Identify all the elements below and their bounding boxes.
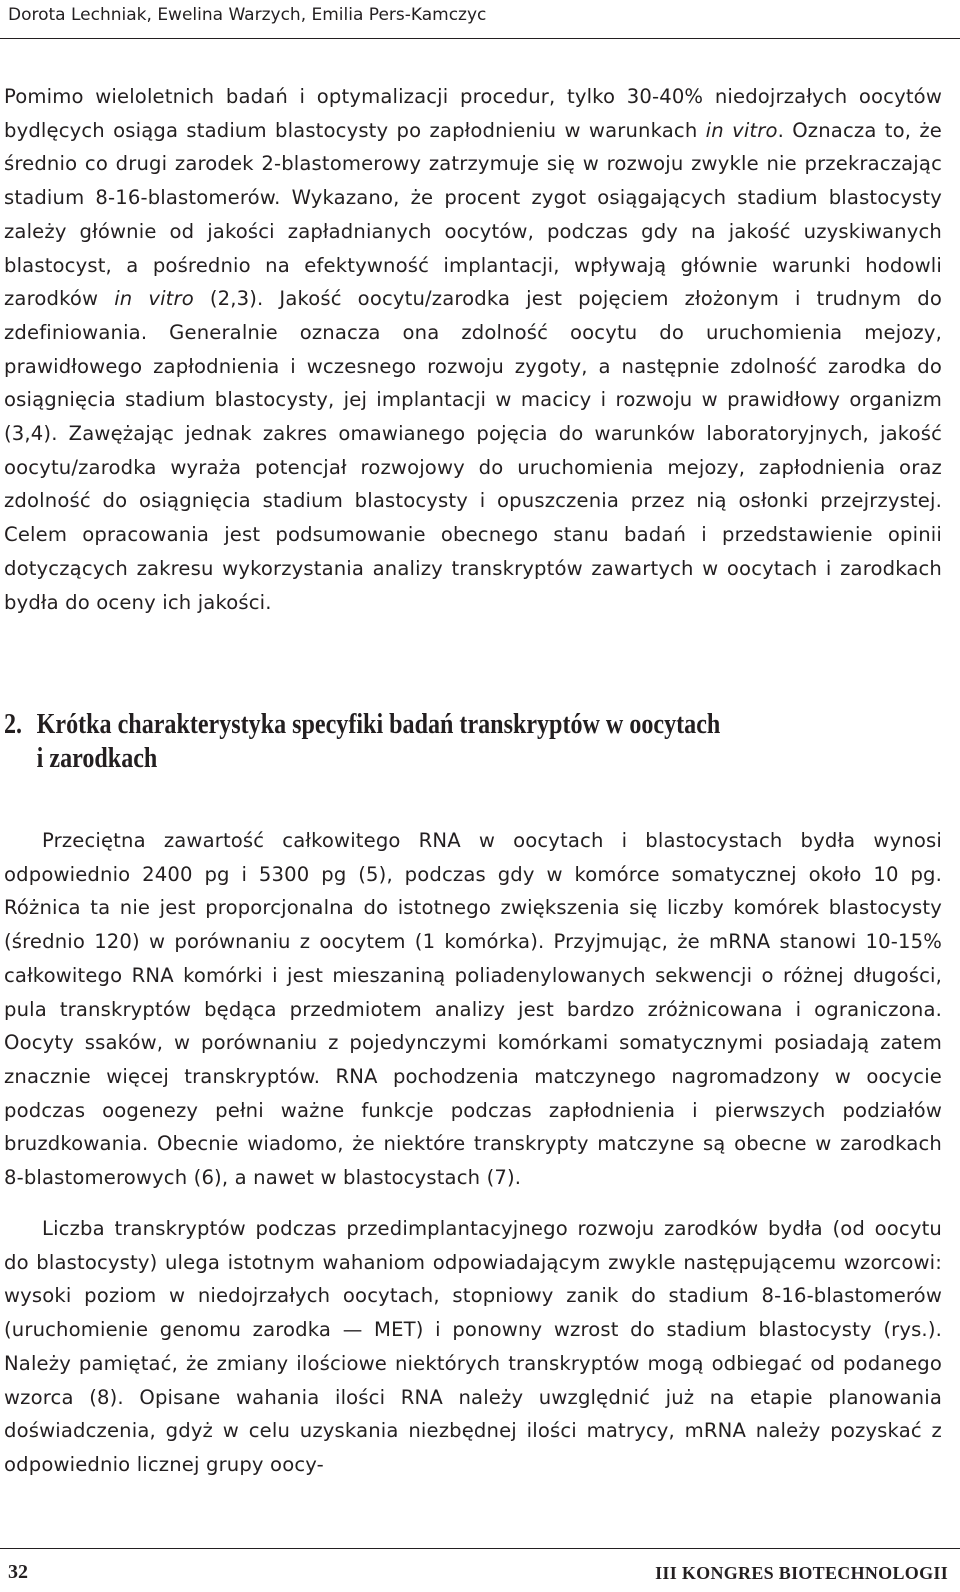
- page-number: 32: [8, 1561, 28, 1583]
- section-title-line2: i zarodkach: [36, 743, 158, 774]
- footer-rule: [0, 1548, 960, 1549]
- header-rule: [0, 38, 960, 39]
- paragraph-text: . Oznacza to, że średnio co drugi zarodek 2-blastomerowy zatrzymuje się w rozwoju zwykle nie przekraczając stadium 8-16-blastomerów. Wykazano, że procent zygot osiągających stadium blastocysty zależy głównie od jakości zapładnianych oocytów, podczas gdy na jakość uzyskiwanych blastocyst, a pośrednio na efektywność implantacji, wpływają głównie warunki hodowli zarodków: [4, 118, 942, 311]
- italic-term: in vitro: [705, 118, 778, 142]
- paragraph-transcript-dynamics: Liczba transkryptów podczas przedimplantacyjnego rozwoju zarodków bydła (od oocytu do blastocysty) ulega istotnym wahaniom odpowiadającym zwykle następującemu wzorcowi: wysoki poziom w niedojrzałych oocytach, stopniowy zanik do stadium 8-16-blastomerów (uruchomienie genomu zarodka — MET) i ponowny wzrost do stadium blastocysty (rys.). Należy pamiętać, że zmiany ilościowe niektórych transkryptów mogą odbiegać od podanego wzorca (8). Opisane wahania ilości RNA należy uwzględnić już na etapie planowania doświadczenia, gdyż w celu uzyskania niezbędnej ilości matrycy, mRNA należy pozyskać z odpowiednio licznej grupy oocy-: [4, 1217, 942, 1476]
- section-heading: [4, 708, 941, 776]
- paragraph-text: Pomimo wieloletnich badań i optymalizacji procedur, tylko 30-40% niedojrzałych oocytów bydlęcych osiąga stadium blastocysty po zapłodnieniu w warunkach: [4, 85, 942, 142]
- running-header-authors: Dorota Lechniak, Ewelina Warzych, Emilia Pers-Kamczyc: [8, 5, 487, 25]
- paragraph-rna-content: Przeciętna zawartość całkowitego RNA w oocytach i blastocystach bydła wynosi odpowiednio 2400 pg i 5300 pg (5), podczas gdy w komórce somatycznej około 10 pg. Różnica ta nie jest proporcjonalna do istotnego zwiększenia się liczby komórek blastocysty (średnio 120) w porównaniu z oocytem (1 komórka). Przyjmując, że mRNA stanowi 10-15% całkowitego RNA komórki i jest mieszaniną poliadenylowanych sekwencji o różnej długości, pula transkryptów będąca przedmiotem analizy jest bardzo zróżnicowana i ograniczona. Oocyty ssaków, w porównaniu z pojedynczymi komórkami somatycznymi posiadają zatem znacznie więcej transkryptów. RNA pochodzenia matczynego nagromadzony w oocycie podczas oogenezy pełni ważne funkcje podczas zapłodnienia i pierwszych podziałów bruzdkowania. Obecnie wiadomo, że niektóre transkrypty matczyne są obecne w zarodkach 8-blastomerowych (6), a nawet w blastocystach (7).: [4, 829, 942, 1190]
- section-number: 2.: [4, 709, 23, 740]
- paragraph-introduction: [4, 80, 942, 619]
- paragraph-text: (2,3). Jakość oocytu/zarodka jest pojęciem złożonym i trudnym do zdefiniowania. Generalnie oznacza ona zdolność oocytu do uruchomienia mejozy, prawidłowego zapłodnienia i wczesnego rozwoju zygoty, a następnie zdolność zarodka do osiągnięcia stadium blastocysty, jej implantacji w macicy i rozwoju w prawidłowy organizm (3,4). Zawężając jednak zakres omawianego pojęcia do warunków laboratoryjnych, jakość oocytu/zarodka wyraża potencjał rozwojowy do uruchomienia mejozy, zapłodnienia oraz zdolność do osiągnięcia stadium blastocysty i opuszczenia przez nią osłonki przejrzystej. Celem opracowania jest podsumowanie obecnego stanu badań i przedstawienie opinii dotyczących zakresu wykorzystania analizy transkryptów zawartych w oocytach i zarodkach bydła do oceny ich jakości.: [4, 287, 942, 614]
- running-footer-title: III KONGRES BIOTECHNOLOGII: [655, 1563, 948, 1583]
- italic-term: in vitro: [114, 287, 194, 311]
- section-title-line1: Krótka charakterystyka specyfiki badań transkryptów w oocytach: [36, 709, 721, 740]
